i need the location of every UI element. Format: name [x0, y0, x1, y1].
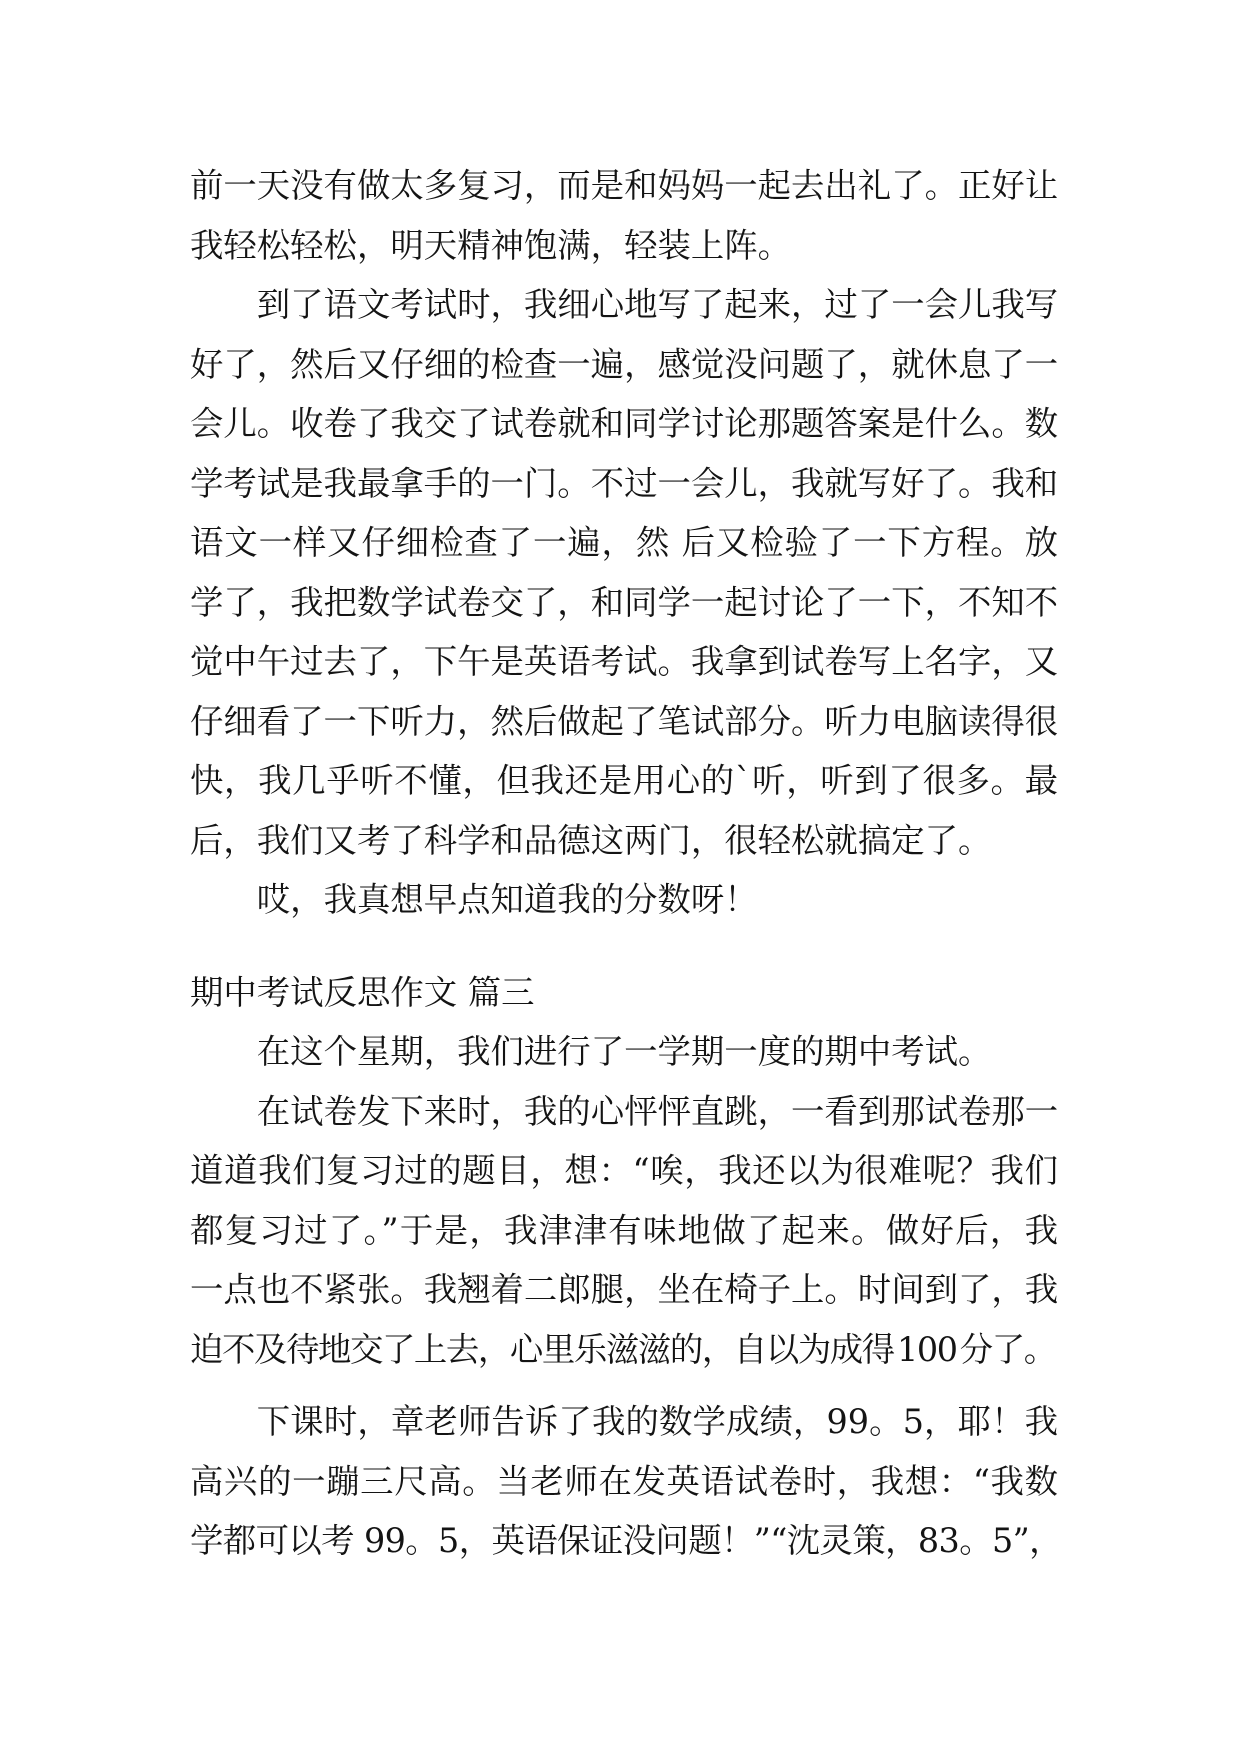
- text-line: 在这个星期，我们进行了一学期一度的期中考试。: [256, 1032, 992, 1071]
- text-line: 觉中午过去了，下午是英语考试。我拿到试卷写上名字，又: [190, 642, 1059, 681]
- document-body: [190, 156, 1062, 1571]
- text-line: 迫不及待地交了上去，心里乐滋滋的，自以为成得 100 分了。: [190, 1329, 1056, 1369]
- paragraph: [190, 275, 1058, 870]
- paragraph: [190, 1022, 1058, 1082]
- section-heading: 期中考试反思作文 篇三: [190, 972, 535, 1012]
- text-line: 在试卷发下来时，我的心怦怦直跳，一看到那试卷那一: [256, 1091, 1059, 1131]
- text-line: 学了，我把数学试卷交了，和同学一起讨论了一下，不知不: [190, 582, 1059, 622]
- text-line: 学考试是我最拿手的一门。不过一会儿，我就写好了。我和: [190, 463, 1059, 503]
- text-line: 仔细看了一下听力，然后做起了笔试部分。听力电脑读得很: [190, 701, 1059, 741]
- paragraph: [190, 870, 1058, 930]
- text-line: 下课时，章老师告诉了我的数学成绩，99。5，耶！我: [256, 1402, 1058, 1441]
- paragraph: [190, 156, 1058, 275]
- text-line: 前一天没有做太多复习，而是和妈妈一起去出礼了。正好让: [190, 166, 1059, 205]
- text-line: 学都可以考 99。5，英语保证没问题！”“沈灵策，83。5”，: [190, 1521, 1062, 1560]
- text-line: 都复习过了。”于是，我津津有味地做了起来。做好后，我: [190, 1210, 1058, 1250]
- text-line: 一点也不紧张。我翘着二郎腿，坐在椅子上。时间到了，我: [190, 1270, 1059, 1309]
- text-line: 好了，然后又仔细的检查一遍，感觉没问题了，就休息了一: [190, 344, 1059, 384]
- text-line: 哎，我真想早点知道我的分数呀！: [256, 880, 758, 919]
- paragraph: [190, 1082, 1058, 1380]
- section-3: [190, 963, 1062, 1571]
- text-line: 会儿。收卷了我交了试卷就和同学讨论那题答案是什么。数: [190, 404, 1059, 443]
- text-line: 快，我几乎听不懂，但我还是用心的`听，听到了很多。最: [190, 761, 1058, 800]
- paragraph: [190, 1392, 1062, 1571]
- text-line: 道道我们复习过的题目，想：“唉，我还以为很难呢？我们: [190, 1151, 1058, 1190]
- continued-section: [190, 156, 1058, 930]
- text-line: 高兴的一蹦三尺高。当老师在发英语试卷时，我想：“我数: [190, 1461, 1058, 1501]
- text-line: 后，我们又考了科学和品德这两门，很轻松就搞定了。: [190, 820, 992, 860]
- text-line: 语文一样又仔细检查了一遍，然 后又检验了一下方程。放: [190, 523, 1058, 562]
- text-line: 到了语文考试时，我细心地写了起来，过了一会儿我写: [256, 285, 1059, 324]
- text-line: 我轻松轻松，明天精神饱满，轻装上阵。: [190, 225, 792, 265]
